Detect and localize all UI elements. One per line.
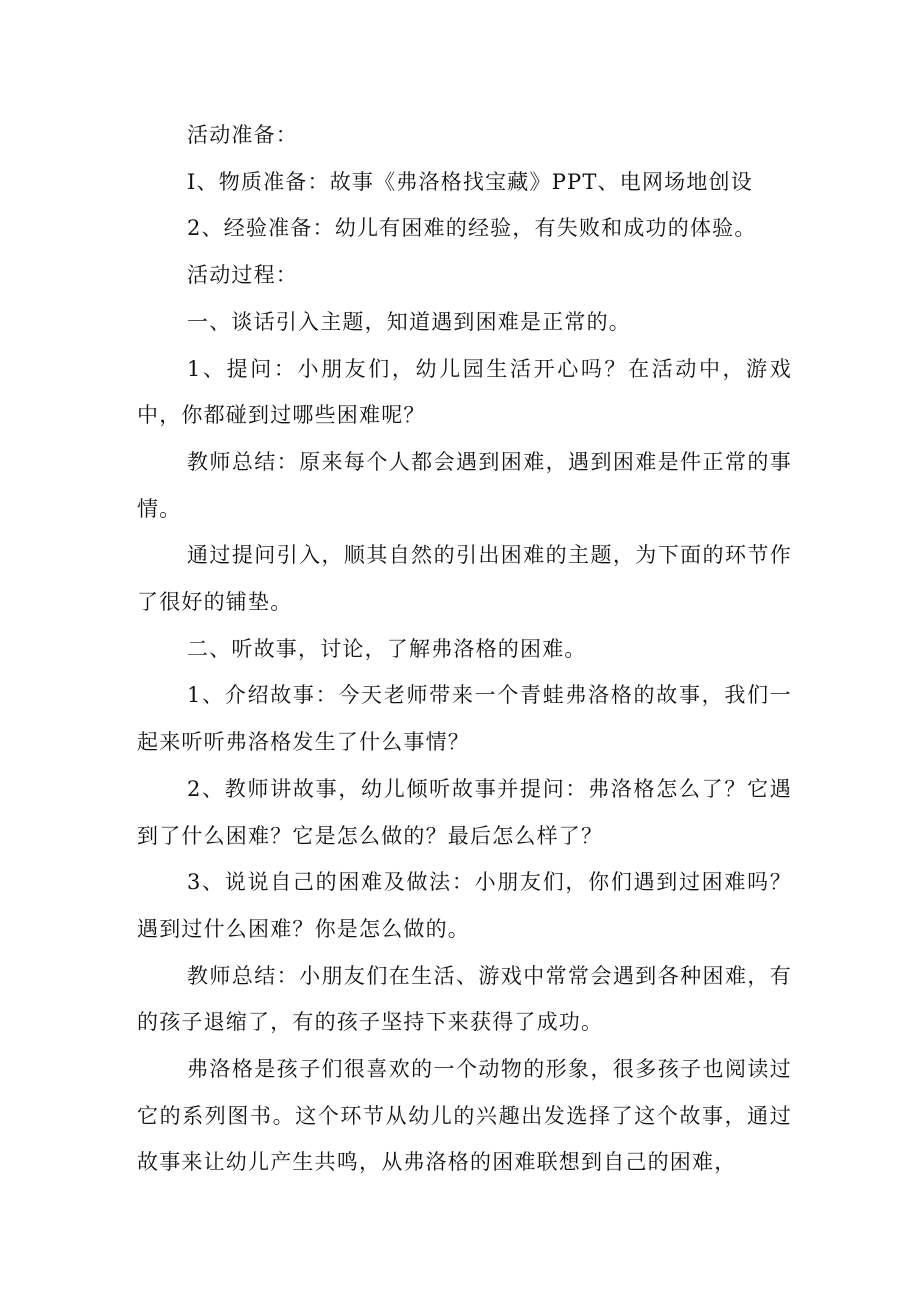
heading-activity-preparation: 活动准备： [187, 123, 298, 147]
heading-activity-process: 活动过程： [187, 263, 298, 288]
paragraph-question: 1、提问：小朋友们，幼儿园生活开心吗？在活动中，游戏中，你都碰到过哪些困难呢？ [137, 356, 792, 428]
paragraph-tell-story: 2、教师讲故事，幼儿倾听故事并提问：弗洛格怎么了？它遇到了什么困难？它是怎么做的？最后怎么样了？ [137, 776, 792, 848]
paragraph-teacher-summary-1: 教师总结：原来每个人都会遇到困难，遇到困难是件正常的事情。 [137, 449, 792, 521]
paragraph-reflection-2: 弗洛格是孩子们很喜欢的一个动物的形象，很多孩子也阅读过它的系列图书。这个环节从幼儿的兴趣出发选择了这个故事，通过故事来让幼儿产生共鸣，从弗洛格的困难联想到自己的困难， [137, 1057, 792, 1175]
paragraph-teacher-summary-2: 教师总结：小朋友们在生活、游戏中常常会遇到各种困难，有的孩子退缩了，有的孩子坚持下来获得了成功。 [137, 963, 792, 1035]
paragraph-introduce-story: 1、介绍故事：今天老师带来一个青蛙弗洛格的故事，我们一起来听听弗洛格发生了什么事情？ [137, 683, 792, 755]
paragraph-reflection-1: 通过提问引入，顺其自然的引出困难的主题，为下面的环节作了很好的铺垫。 [137, 543, 792, 615]
document-body [137, 112, 792, 1186]
paragraph-own-difficulty: 3、说说自己的困难及做法：小朋友们，你们遇到过困难吗？遇到过什么困难？你是怎么做的。 [137, 870, 792, 941]
paragraph-experience-preparation: 2、经验准备：幼儿有困难的经验，有失败和成功的体验。 [187, 216, 757, 241]
paragraph-material-preparation: I、物质准备：故事《弗洛格找宝藏》PPT、电网场地创设 [187, 169, 753, 194]
section-heading-one: 一、谈话引入主题，知道遇到困难是正常的。 [187, 309, 631, 334]
section-heading-two: 二、听故事，讨论，了解弗洛格的困难。 [187, 636, 587, 661]
